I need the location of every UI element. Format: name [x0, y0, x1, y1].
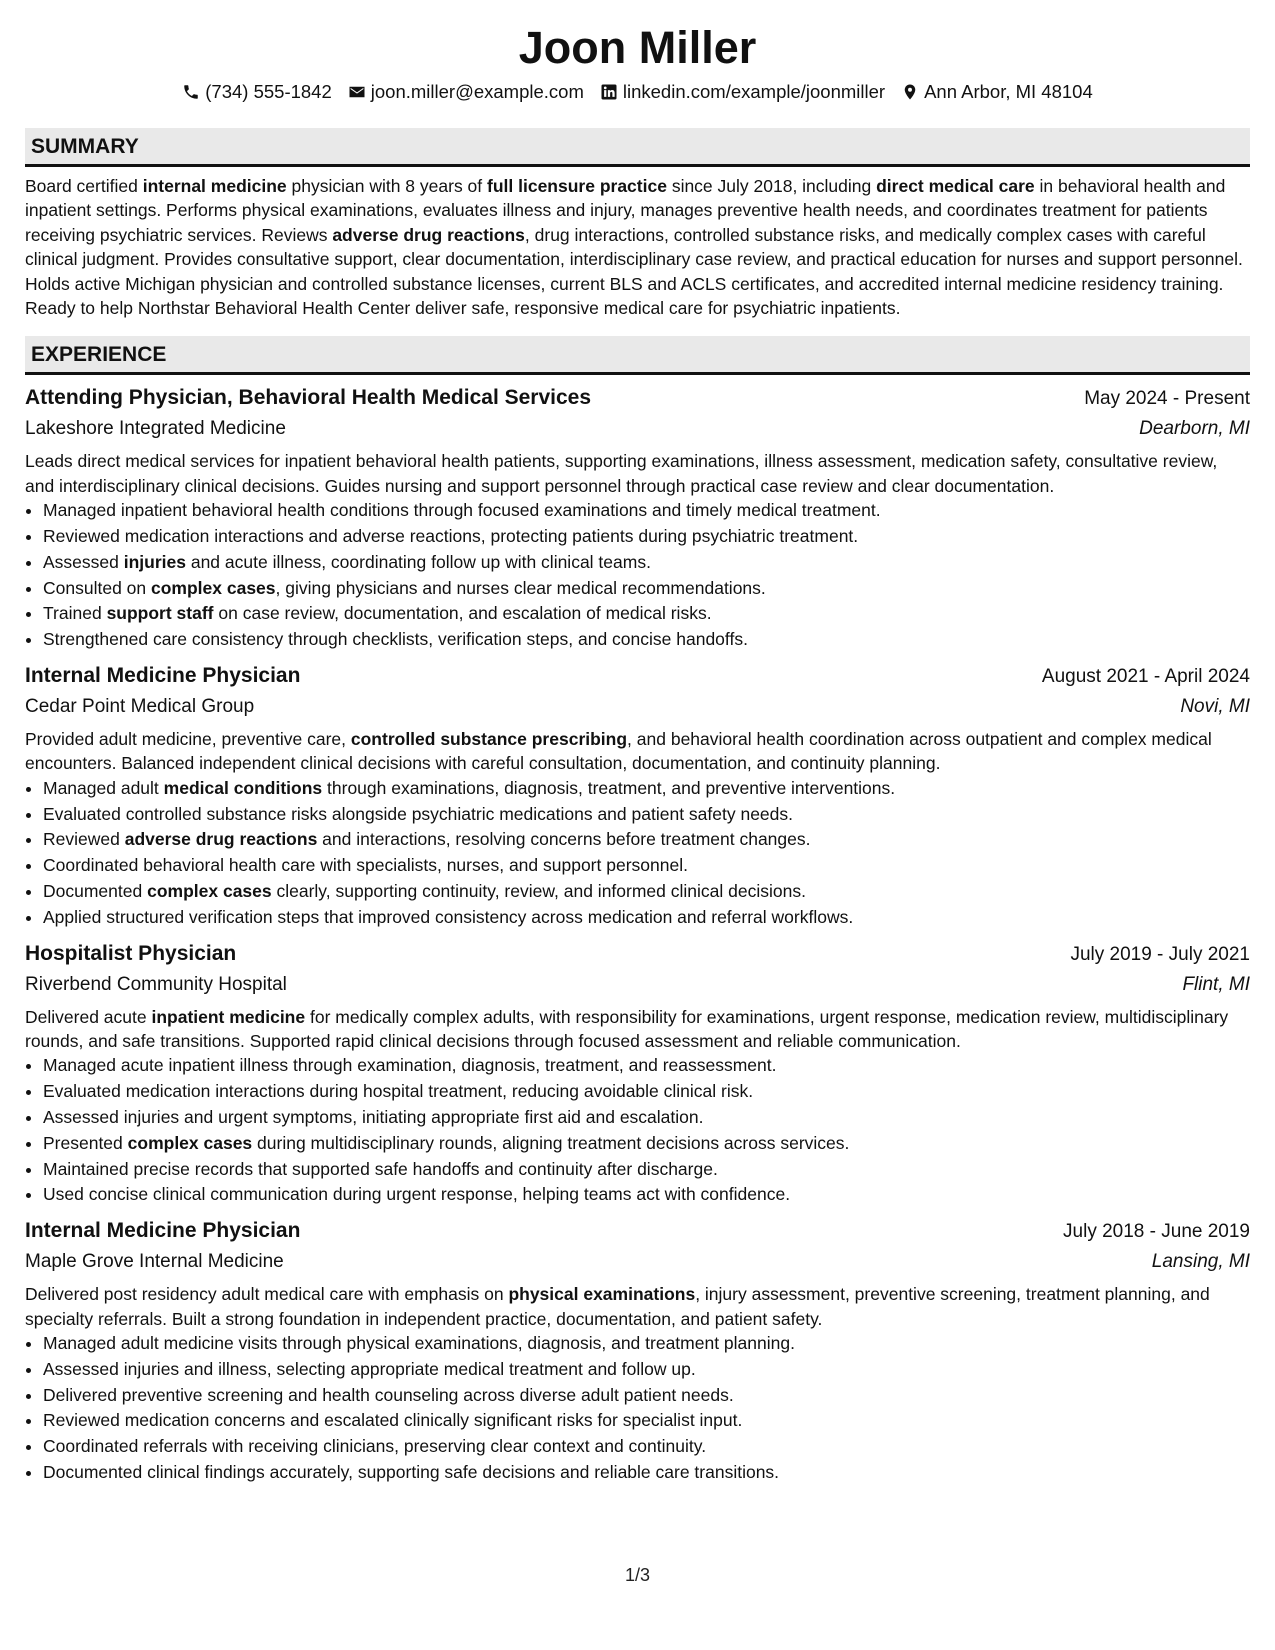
list-item [43, 601, 1250, 627]
job-entry [25, 662, 1250, 931]
candidate-name: Joon Miller [518, 22, 757, 73]
contact-phone [182, 80, 332, 104]
list-item [43, 576, 1250, 602]
job-entry [25, 940, 1250, 1209]
emphasis-text: full licensure practice [487, 176, 667, 196]
contact-linkedin-text[interactable]: linkedin.com/example/joonmiller [622, 81, 886, 102]
job-dates: May 2024 - Present [1084, 388, 1250, 410]
job-company: Lakeshore Integrated Medicine [25, 418, 286, 440]
list-item [43, 524, 1250, 550]
text-run: Evaluated controlled substance risks alongside psychiatric medications and patient safety needs. [43, 803, 794, 824]
list-item [43, 550, 1250, 576]
list-item [43, 498, 1250, 524]
job-location: Novi, MI [1180, 696, 1250, 718]
job-company: Riverbend Community Hospital [25, 973, 287, 995]
text-run: physician with 8 years of [286, 176, 488, 196]
text-run: Coordinated behavioral health care with specialists, nurses, and support personnel. [43, 855, 688, 876]
contact-phone-text: (734) 555-1842 [205, 81, 332, 102]
list-item [43, 1182, 1250, 1208]
text-run: Coordinated referrals with receiving clinicians, preserving clear context and continuity. [43, 1436, 707, 1457]
list-item [43, 1157, 1250, 1183]
text-run: through examinations, diagnosis, treatment, and preventive interventions. [322, 777, 896, 798]
text-run: Delivered post residency adult medical care with emphasis on [25, 1284, 509, 1305]
list-item [43, 1131, 1250, 1157]
list-item [43, 1408, 1250, 1434]
text-run: Consulted on [43, 577, 151, 598]
summary-heading: SUMMARY [25, 128, 1250, 167]
job-entry [25, 1217, 1250, 1486]
text-run: , and behavioral health coordination across outpatient and complex medical encounters. Balanced independent clinical decisions with careful consultation, documentation, and continuity planning. [25, 729, 1212, 774]
list-item [43, 1434, 1250, 1460]
text-run: , injury assessment, preventive screening, treatment planning, and specialty referrals. Built a strong foundation in independent practice, documentation, and patient safety. [25, 1284, 1210, 1329]
list-item [43, 853, 1250, 879]
text-run: Managed acute inpatient illness through examination, diagnosis, treatment, and reassessment. [43, 1055, 777, 1076]
list-item [43, 827, 1250, 853]
summary-text [25, 174, 1250, 320]
text-run: Documented clinical findings accurately, supporting safe decisions and reliable care transitions. [43, 1462, 780, 1483]
text-run: Assessed injuries and illness, selecting appropriate medical treatment and follow up. [43, 1358, 696, 1379]
list-item [43, 1331, 1250, 1357]
text-run: Board certified [25, 176, 143, 196]
phone-icon [182, 83, 200, 101]
text-run: Leads direct medical services for inpatient behavioral health patients, supporting examinations, illness assessment, medication safety, consultative review, and interdisciplinary clinical decisions. Guides nursing and support personnel through practical case review and clear documentation. [25, 451, 1218, 496]
emphasis-text: controlled substance prescribing [350, 729, 628, 750]
text-run: , giving physicians and nurses clear medical recommendations. [275, 577, 766, 598]
emphasis-text: direct medical care [876, 176, 1035, 196]
text-run: Managed inpatient behavioral health conditions through focused examinations and timely medical treatment. [43, 500, 881, 521]
contact-location-text: Ann Arbor, MI 48104 [924, 81, 1093, 102]
text-run: Managed adult [43, 777, 164, 798]
text-run: Delivered preventive screening and health counseling across diverse adult patient needs. [43, 1384, 734, 1405]
job-location: Lansing, MI [1151, 1251, 1250, 1273]
job-bullets [25, 1053, 1250, 1208]
list-item [43, 1105, 1250, 1131]
text-run: Presented [43, 1132, 128, 1153]
contact-email-text[interactable]: joon.miller@example.com [370, 81, 584, 102]
text-run: Delivered acute [25, 1006, 152, 1027]
job-description [25, 727, 1250, 776]
job-title: Internal Medicine Physician [25, 664, 301, 688]
text-run: Used concise clinical communication during urgent response, helping teams act with confidence. [43, 1184, 791, 1205]
experience-list [25, 384, 1250, 1485]
job-dates: August 2021 - April 2024 [1041, 666, 1250, 688]
emphasis-text: complex cases [151, 577, 276, 598]
text-run: Applied structured verification steps that improved consistency across medication and referral workflows. [43, 906, 854, 927]
text-run: Provided adult medicine, preventive care, [25, 729, 351, 750]
list-item [43, 1460, 1250, 1486]
contact-bar [25, 80, 1250, 104]
list-item [43, 802, 1250, 828]
text-run: since July 2018, including [666, 176, 877, 196]
job-company: Cedar Point Medical Group [25, 696, 255, 718]
list-item [43, 1079, 1250, 1105]
list-item [43, 1357, 1250, 1383]
emphasis-text: support staff [106, 603, 214, 624]
page-number: 1/3 [624, 1565, 651, 1585]
list-item [43, 879, 1250, 905]
job-bullets [25, 1331, 1250, 1486]
experience-heading: EXPERIENCE [25, 336, 1250, 375]
text-run: during multidisciplinary rounds, aligning treatment decisions across services. [252, 1132, 850, 1153]
job-bullets [25, 776, 1250, 931]
emphasis-text: inpatient medicine [151, 1006, 306, 1027]
text-run: and acute illness, coordinating follow up with clinical teams. [185, 551, 651, 572]
job-description [25, 1005, 1250, 1054]
job-description [25, 1282, 1250, 1331]
contact-email[interactable] [348, 80, 584, 104]
text-run: Documented [43, 881, 148, 902]
job-dates: July 2019 - July 2021 [1070, 943, 1250, 965]
text-run: Trained [43, 603, 107, 624]
list-item [43, 1383, 1250, 1409]
resume-page [25, 22, 1250, 1486]
text-run: Reviewed [43, 829, 125, 850]
list-item [43, 905, 1250, 931]
text-run: Reviewed medication concerns and escalated clinically significant risks for specialist input. [43, 1410, 743, 1431]
list-item [43, 627, 1250, 653]
text-run: Strengthened care consistency through checklists, verification steps, and concise handoffs. [43, 629, 748, 650]
emphasis-text: internal medicine [142, 176, 287, 196]
text-run: Evaluated medication interactions during hospital treatment, reducing avoidable clinical risk. [43, 1081, 754, 1102]
location-pin-icon [901, 83, 919, 101]
job-description [25, 449, 1250, 498]
job-entry [25, 384, 1250, 653]
job-dates: July 2018 - June 2019 [1063, 1221, 1250, 1243]
emphasis-text: injuries [123, 551, 186, 572]
text-run: Reviewed medication interactions and adverse reactions, protecting patients during psychiatric treatment. [43, 526, 859, 547]
job-title: Attending Physician, Behavioral Health Medical Services [25, 386, 592, 410]
job-title: Internal Medicine Physician [25, 1219, 301, 1243]
emphasis-text: physical examinations [508, 1284, 696, 1305]
text-run: , drug interactions, controlled substance risks, and medically complex cases with careful clinical judgment. Provides consultative support, clear documentation, interdisciplinary case review, and practical education for nurses and support personnel. Holds active Michigan physician and controlled substance licenses, current BLS and ACLS certificates, and accredited internal medicine residency training. Ready to help Northstar Behavioral Health Center deliver safe, responsive medical care for psychiatric inpatients. [25, 224, 1243, 319]
text-run: Maintained precise records that supported safe handoffs and continuity after discharge. [43, 1158, 718, 1179]
linkedin-icon [600, 83, 618, 101]
text-run: clearly, supporting continuity, review, and informed clinical decisions. [271, 881, 806, 902]
job-location: Dearborn, MI [1139, 418, 1250, 440]
list-item [43, 1053, 1250, 1079]
emphasis-text: adverse drug reactions [332, 224, 525, 245]
job-company: Maple Grove Internal Medicine [25, 1251, 284, 1273]
contact-location [901, 80, 1093, 104]
emphasis-text: complex cases [147, 881, 272, 902]
contact-linkedin[interactable] [600, 80, 885, 104]
text-run: on case review, documentation, and escalation of medical risks. [213, 603, 712, 624]
emphasis-text: adverse drug reactions [124, 829, 318, 850]
emphasis-text: complex cases [127, 1132, 253, 1153]
text-run: in behavioral health and inpatient settings. Performs physical examinations, evaluates illness and injury, manages preventive health needs, and coordinates treatment for patients receiving psychiatric services. Reviews [25, 176, 1226, 245]
envelope-icon [348, 83, 366, 101]
text-run: Assessed [43, 551, 124, 572]
job-location: Flint, MI [1182, 973, 1250, 995]
text-run: Assessed injuries and urgent symptoms, initiating appropriate first aid and escalation. [43, 1107, 704, 1128]
text-run: Managed adult medicine visits through physical examinations, diagnosis, and treatment planning. [43, 1333, 795, 1354]
emphasis-text: medical conditions [163, 777, 323, 798]
text-run: for medically complex adults, with responsibility for examinations, urgent response, medication review, multidisciplinary rounds, and safe transitions. Supported rapid clinical decisions through focused assessment and reliable communication. [25, 1006, 1229, 1052]
job-bullets [25, 498, 1250, 653]
list-item [43, 776, 1250, 802]
job-title: Hospitalist Physician [25, 941, 237, 965]
text-run: and interactions, resolving concerns before treatment changes. [317, 829, 811, 850]
